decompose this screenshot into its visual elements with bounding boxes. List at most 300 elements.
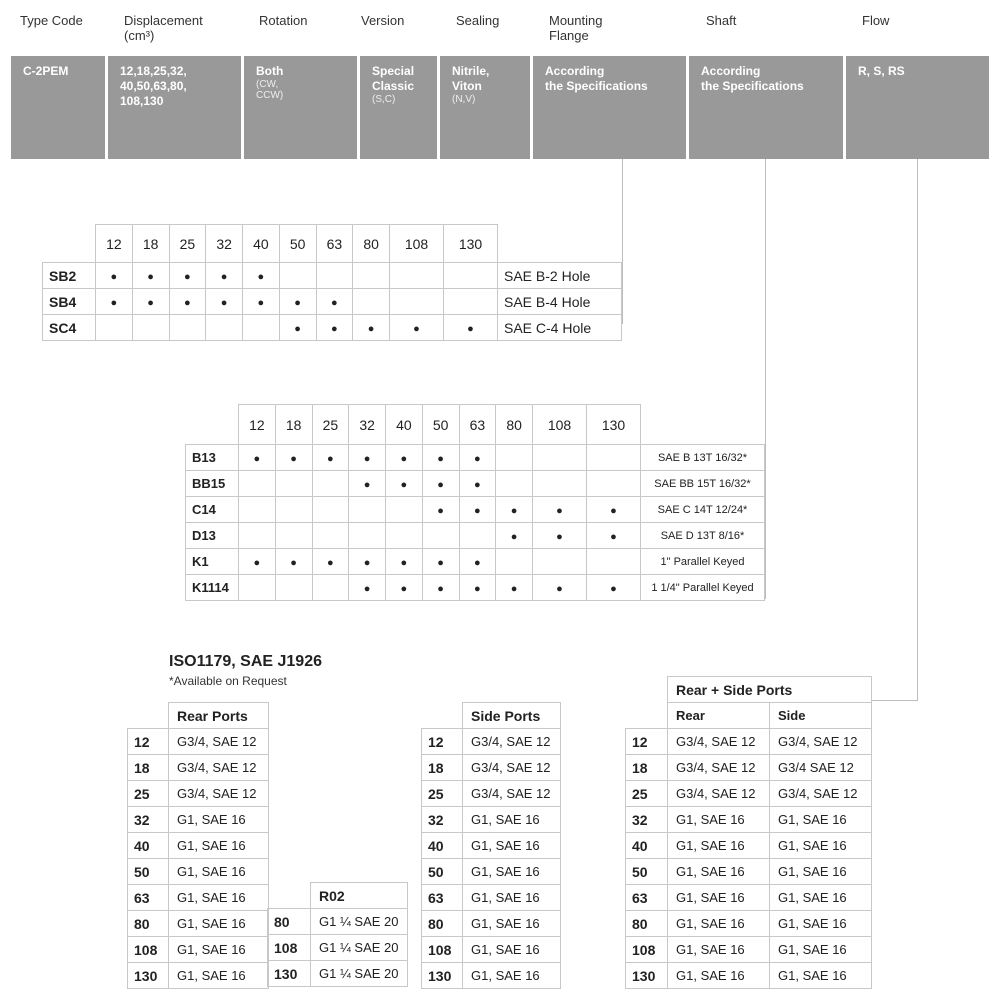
rear-subheader: Rear (668, 703, 770, 729)
mark-cell (279, 289, 316, 315)
port-value: G1, SAE 16 (668, 859, 770, 885)
availability-dot: ● (400, 478, 408, 491)
table-row (43, 315, 622, 341)
size-header: 80 (353, 225, 390, 263)
port-value: G1, SAE 16 (169, 859, 269, 885)
row-code: SB2 (43, 263, 96, 289)
mark-cell (533, 549, 587, 575)
mark-cell (459, 549, 496, 575)
size-header: 40 (386, 405, 423, 445)
availability-dot: ● (294, 296, 301, 309)
mark-cell (390, 289, 444, 315)
port-size: 130 (626, 963, 668, 989)
mark-cell (239, 471, 276, 497)
rotation-box: Both (CW, CCW) (244, 56, 357, 159)
table-row (422, 755, 561, 781)
mark-cell (496, 575, 533, 601)
size-header: 40 (243, 225, 280, 263)
table-row (268, 909, 408, 935)
size-header: 32 (349, 405, 386, 445)
port-value: G1, SAE 16 (463, 859, 561, 885)
table-row (128, 833, 269, 859)
port-size: 25 (626, 781, 668, 807)
row-description: 1" Parallel Keyed (641, 549, 765, 575)
port-size: 25 (422, 781, 463, 807)
port-value: G3/4, SAE 12 (463, 729, 561, 755)
mark-cell (312, 471, 349, 497)
size-header: 25 (312, 405, 349, 445)
port-size: 80 (626, 911, 668, 937)
port-value: G1, SAE 16 (169, 885, 269, 911)
mark-cell (275, 523, 312, 549)
table-row (268, 961, 408, 987)
availability-dot: ● (510, 504, 518, 517)
availability-dot: ● (363, 582, 371, 595)
table-row (626, 859, 872, 885)
size-header: 18 (132, 225, 169, 263)
mark-cell (586, 575, 640, 601)
availability-dot: ● (253, 452, 261, 465)
port-size: 63 (626, 885, 668, 911)
mark-cell (349, 549, 386, 575)
mark-cell (132, 315, 169, 341)
mark-cell (496, 549, 533, 575)
mark-cell (349, 497, 386, 523)
mark-cell (239, 445, 276, 471)
mark-cell (349, 445, 386, 471)
mark-cell (239, 549, 276, 575)
port-value: G1, SAE 16 (463, 885, 561, 911)
mark-cell (422, 523, 459, 549)
availability-dot: ● (327, 452, 334, 465)
table-row (626, 937, 872, 963)
mark-cell (96, 315, 133, 341)
table-row (128, 781, 269, 807)
mark-cell (275, 471, 312, 497)
shaft-connector-vertical (765, 159, 766, 599)
port-size: 130 (268, 961, 311, 987)
table-row (422, 911, 561, 937)
header-displacement: Displacement (cm³) (124, 13, 203, 43)
port-value: G1, SAE 16 (463, 937, 561, 963)
port-size: 80 (268, 909, 311, 935)
table-row (186, 445, 765, 471)
mark-cell (206, 289, 243, 315)
availability-dot: ● (610, 504, 617, 517)
port-value: G1, SAE 16 (463, 807, 561, 833)
table-row (626, 807, 872, 833)
mark-cell (586, 497, 640, 523)
availability-dot: ● (437, 504, 444, 517)
availability-dot: ● (474, 478, 481, 491)
availability-dot: ● (257, 296, 265, 309)
row-code: SC4 (43, 315, 96, 341)
mark-cell (586, 445, 640, 471)
mark-cell (496, 497, 533, 523)
size-header: 80 (496, 405, 533, 445)
mark-cell (459, 445, 496, 471)
mark-cell (533, 575, 587, 601)
mark-cell (169, 315, 206, 341)
availability-dot: ● (327, 556, 334, 569)
row-code: B13 (186, 445, 239, 471)
mark-cell (586, 523, 640, 549)
port-value: G1, SAE 16 (668, 911, 770, 937)
mark-cell (422, 549, 459, 575)
availability-dot: ● (184, 270, 191, 283)
mark-cell (349, 523, 386, 549)
rear-ports-table (127, 702, 269, 989)
mark-cell (239, 497, 276, 523)
port-value: G1, SAE 16 (770, 807, 872, 833)
mark-cell (312, 497, 349, 523)
port-value: G1, SAE 16 (770, 885, 872, 911)
mark-cell (386, 445, 423, 471)
mark-cell (243, 315, 280, 341)
mark-cell (239, 523, 276, 549)
flange-table (42, 224, 622, 341)
table-row (43, 263, 622, 289)
displacement-box: 12,18,25,32, 40,50,63,80, 108,130 (108, 56, 241, 159)
port-value: G1, SAE 16 (770, 859, 872, 885)
row-code: K1114 (186, 575, 239, 601)
port-size: 108 (626, 937, 668, 963)
header-shaft: Shaft (706, 13, 737, 28)
type-code-box: C-2PEM (11, 56, 105, 159)
availability-dot: ● (363, 478, 371, 491)
port-size: 18 (626, 755, 668, 781)
port-value: G3/4, SAE 12 (770, 729, 872, 755)
row-description: SAE D 13T 8/16* (641, 523, 765, 549)
row-description: SAE B-4 Hole (498, 289, 622, 315)
port-size: 32 (626, 807, 668, 833)
port-size: 50 (422, 859, 463, 885)
port-value: G1, SAE 16 (463, 833, 561, 859)
mark-cell (353, 289, 390, 315)
port-value: G1, SAE 16 (668, 963, 770, 989)
rear-ports-header: Rear Ports (169, 703, 269, 729)
shaft-box: According the Specifications (689, 56, 843, 159)
mark-cell (496, 471, 533, 497)
port-size: 63 (128, 885, 169, 911)
port-size: 50 (626, 859, 668, 885)
availability-dot: ● (367, 322, 375, 335)
mark-cell (390, 315, 444, 341)
port-size: 108 (268, 935, 311, 961)
availability-dot: ● (220, 270, 228, 283)
port-value: G1, SAE 16 (668, 807, 770, 833)
availability-dot: ● (474, 582, 481, 595)
port-value: G1, SAE 16 (668, 937, 770, 963)
mark-cell (312, 445, 349, 471)
mark-cell (132, 289, 169, 315)
port-size: 40 (128, 833, 169, 859)
mark-cell (459, 523, 496, 549)
r02-header: R02 (311, 883, 408, 909)
table-row (186, 549, 765, 575)
mark-cell (316, 263, 353, 289)
size-header: 50 (422, 405, 459, 445)
availability-dot: ● (556, 582, 563, 595)
availability-dot: ● (510, 582, 518, 595)
table-row (128, 807, 269, 833)
mark-cell (275, 549, 312, 575)
size-header: 25 (169, 225, 206, 263)
mark-cell (496, 523, 533, 549)
table-row (422, 885, 561, 911)
mark-cell (243, 289, 280, 315)
mark-cell (443, 263, 497, 289)
availability-dot: ● (467, 322, 474, 335)
port-size: 108 (128, 937, 169, 963)
iso-note: *Available on Request (169, 674, 287, 688)
availability-dot: ● (474, 556, 481, 569)
port-size: 32 (422, 807, 463, 833)
row-description: SAE C-4 Hole (498, 315, 622, 341)
table-row (128, 963, 269, 989)
mark-cell (96, 289, 133, 315)
mark-cell (316, 289, 353, 315)
availability-dot: ● (474, 452, 481, 465)
table-row (422, 781, 561, 807)
table-row (128, 859, 269, 885)
mark-cell (239, 575, 276, 601)
rear-side-ports-table (625, 676, 872, 989)
mark-cell (386, 523, 423, 549)
port-value: G1, SAE 16 (169, 911, 269, 937)
table-row (422, 963, 561, 989)
mark-cell (422, 497, 459, 523)
row-code: K1 (186, 549, 239, 575)
row-code: SB4 (43, 289, 96, 315)
availability-dot: ● (331, 296, 338, 309)
flow-connector-vertical (917, 159, 918, 701)
port-value: G1 ¼ SAE 20 (311, 909, 408, 935)
mark-cell (390, 263, 444, 289)
availability-dot: ● (184, 296, 191, 309)
flow-box: R, S, RS (846, 56, 989, 159)
flow-connector-horizontal (872, 700, 918, 701)
row-description: 1 1/4" Parallel Keyed (641, 575, 765, 601)
table-row (43, 289, 622, 315)
table-row (626, 911, 872, 937)
mark-cell (279, 315, 316, 341)
availability-dot: ● (610, 582, 617, 595)
port-size: 50 (128, 859, 169, 885)
side-ports-header: Side Ports (463, 703, 561, 729)
port-value: G1, SAE 16 (169, 807, 269, 833)
port-value: G3/4, SAE 12 (668, 781, 770, 807)
r02-table (267, 882, 408, 987)
availability-dot: ● (400, 452, 408, 465)
mark-cell (206, 263, 243, 289)
mark-cell (533, 497, 587, 523)
mark-cell (533, 445, 587, 471)
availability-dot: ● (290, 556, 297, 569)
availability-dot: ● (556, 504, 563, 517)
table-row (626, 729, 872, 755)
size-header: 108 (390, 225, 444, 263)
size-header: 108 (533, 405, 587, 445)
table-row (422, 807, 561, 833)
availability-dot: ● (400, 582, 408, 595)
availability-dot: ● (253, 556, 261, 569)
availability-dot: ● (474, 504, 481, 517)
size-header: 130 (443, 225, 497, 263)
port-value: G3/4, SAE 12 (169, 729, 269, 755)
table-row (422, 833, 561, 859)
port-size: 108 (422, 937, 463, 963)
port-value: G1, SAE 16 (770, 937, 872, 963)
mark-cell (243, 263, 280, 289)
port-value: G3/4, SAE 12 (463, 781, 561, 807)
port-size: 12 (626, 729, 668, 755)
mark-cell (275, 497, 312, 523)
mark-cell (353, 315, 390, 341)
availability-dot: ● (363, 556, 371, 569)
port-value: G1, SAE 16 (169, 963, 269, 989)
iso-title: ISO1179, SAE J1926 (169, 653, 322, 670)
port-value: G1, SAE 16 (770, 911, 872, 937)
table-row (186, 471, 765, 497)
table-row (128, 885, 269, 911)
mark-cell (386, 471, 423, 497)
table-row (626, 833, 872, 859)
mark-cell (206, 315, 243, 341)
port-value: G3/4, SAE 12 (668, 729, 770, 755)
table-row (422, 859, 561, 885)
availability-dot: ● (610, 530, 617, 543)
size-header: 18 (275, 405, 312, 445)
port-value: G1, SAE 16 (770, 963, 872, 989)
side-ports-table (421, 702, 561, 989)
availability-dot: ● (147, 270, 154, 283)
table-row (422, 729, 561, 755)
row-description: SAE B 13T 16/32* (641, 445, 765, 471)
port-size: 80 (128, 911, 169, 937)
table-row (268, 935, 408, 961)
availability-dot: ● (437, 478, 444, 491)
mark-cell (586, 549, 640, 575)
table-row (128, 911, 269, 937)
port-value: G1 ¼ SAE 20 (311, 935, 408, 961)
table-row (186, 575, 765, 601)
port-size: 18 (422, 755, 463, 781)
mark-cell (422, 471, 459, 497)
table-row (626, 963, 872, 989)
port-value: G3/4, SAE 12 (770, 781, 872, 807)
mark-cell (422, 575, 459, 601)
port-value: G3/4, SAE 12 (668, 755, 770, 781)
port-value: G1 ¼ SAE 20 (311, 961, 408, 987)
port-value: G1, SAE 16 (169, 937, 269, 963)
header-mounting-flange: Mounting Flange (549, 13, 603, 43)
sealing-box: Nitrile, Viton (N,V) (440, 56, 530, 159)
size-header: 50 (279, 225, 316, 263)
version-box: Special Classic (S,C) (360, 56, 437, 159)
table-row (186, 497, 765, 523)
availability-dot: ● (290, 452, 297, 465)
availability-dot: ● (556, 530, 563, 543)
availability-dot: ● (437, 582, 444, 595)
mark-cell (422, 445, 459, 471)
mark-cell (312, 549, 349, 575)
mark-cell (349, 575, 386, 601)
row-description: SAE C 14T 12/24* (641, 497, 765, 523)
port-size: 18 (128, 755, 169, 781)
port-value: G3/4 SAE 12 (770, 755, 872, 781)
mark-cell (386, 497, 423, 523)
size-header: 12 (239, 405, 276, 445)
availability-dot: ● (294, 322, 301, 335)
mark-cell (443, 315, 497, 341)
mark-cell (275, 445, 312, 471)
port-size: 12 (128, 729, 169, 755)
availability-dot: ● (331, 322, 338, 335)
availability-dot: ● (437, 556, 444, 569)
mark-cell (533, 471, 587, 497)
port-size: 32 (128, 807, 169, 833)
header-version: Version (361, 13, 405, 28)
port-value: G1, SAE 16 (668, 833, 770, 859)
mark-cell (459, 575, 496, 601)
availability-dot: ● (110, 270, 118, 283)
port-size: 40 (422, 833, 463, 859)
mark-cell (279, 263, 316, 289)
row-description: SAE B-2 Hole (498, 263, 622, 289)
mark-cell (533, 523, 587, 549)
mark-cell (169, 289, 206, 315)
availability-dot: ● (257, 270, 265, 283)
row-code: D13 (186, 523, 239, 549)
table-row (128, 937, 269, 963)
table-row (626, 885, 872, 911)
mark-cell (316, 315, 353, 341)
size-header: 32 (206, 225, 243, 263)
port-value: G1, SAE 16 (770, 833, 872, 859)
port-size: 80 (422, 911, 463, 937)
flange-connector-vertical (622, 159, 623, 324)
availability-dot: ● (363, 452, 371, 465)
port-size: 63 (422, 885, 463, 911)
mark-cell (386, 575, 423, 601)
header-type-code: Type Code (20, 13, 83, 28)
port-size: 40 (626, 833, 668, 859)
availability-dot: ● (110, 296, 118, 309)
table-row (626, 755, 872, 781)
port-size: 130 (128, 963, 169, 989)
mark-cell (349, 471, 386, 497)
mark-cell (96, 263, 133, 289)
mark-cell (169, 263, 206, 289)
port-value: G1, SAE 16 (668, 885, 770, 911)
mark-cell (275, 575, 312, 601)
mounting-flange-box: According the Specifications (533, 56, 686, 159)
header-flow: Flow (862, 13, 890, 28)
mark-cell (386, 549, 423, 575)
table-row (186, 523, 765, 549)
availability-dot: ● (147, 296, 154, 309)
port-value: G1, SAE 16 (463, 911, 561, 937)
row-code: C14 (186, 497, 239, 523)
availability-dot: ● (220, 296, 228, 309)
availability-dot: ● (437, 452, 444, 465)
mark-cell (586, 471, 640, 497)
size-header: 130 (586, 405, 640, 445)
port-value: G3/4, SAE 12 (169, 755, 269, 781)
mark-cell (496, 445, 533, 471)
table-row (128, 755, 269, 781)
